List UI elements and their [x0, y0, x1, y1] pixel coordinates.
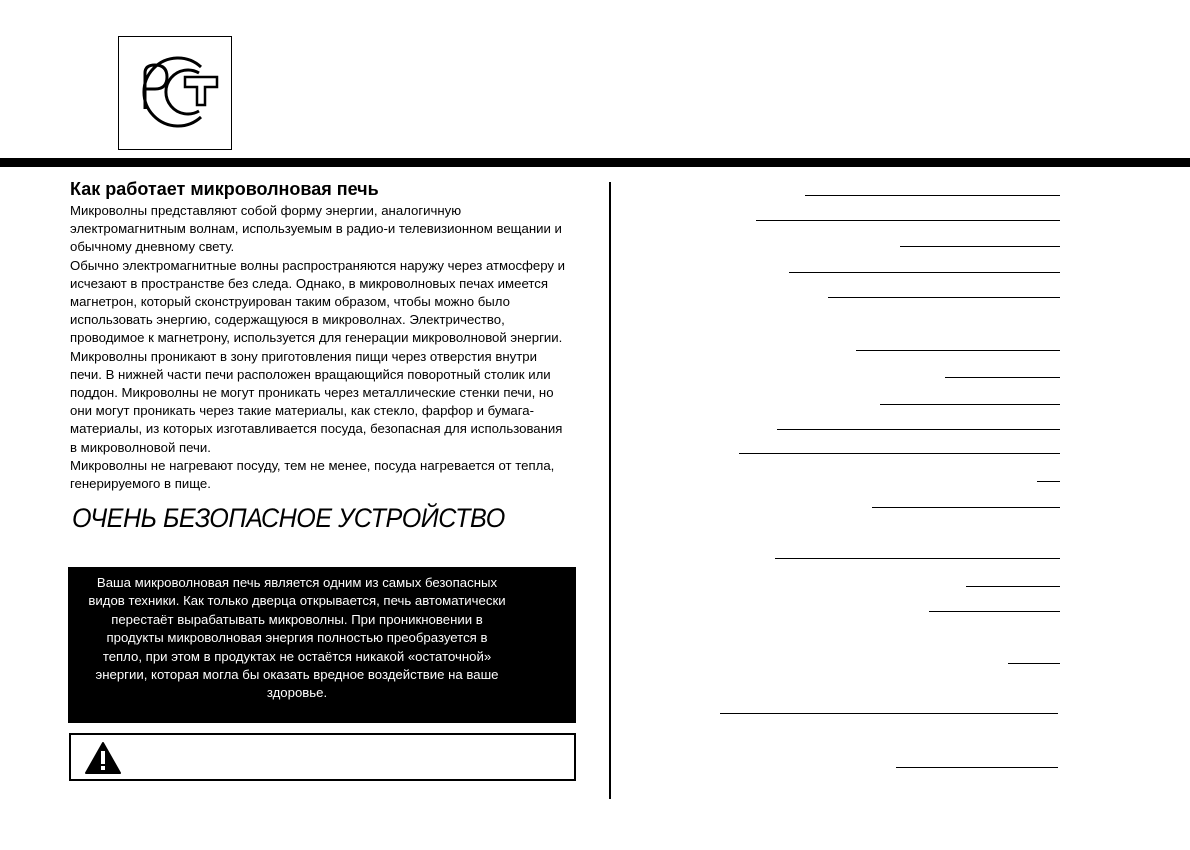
paragraph: Обычно электромагнитные волны распространяются наружу через атмосферу и исчезают в пространстве без следа. Однако, в микроволновых печах имеется магнетрон, который сконструирован таким образом, чтобы можно было использовать энергию, содержащуюся в микроволнах. Электричество, проводимое к магнетрону, используется для генерации микроволновой энергии. — [70, 257, 566, 346]
blank-line — [900, 246, 1060, 247]
blank-line — [945, 377, 1060, 378]
safety-notice-box — [68, 567, 576, 723]
blank-line — [896, 767, 1058, 768]
warning-box — [69, 733, 576, 781]
blank-line — [856, 350, 1060, 351]
blank-line — [828, 297, 1060, 298]
warning-triangle-icon — [84, 741, 122, 775]
blank-line — [1037, 481, 1060, 482]
column-divider — [609, 182, 611, 799]
safety-text: Ваша микроволновая печь является одним из самых безопасных видов техники. Как только дверца открывается, печь автоматически перестаёт вырабатывать микроволны. При проникновении в продукты микроволновая энергия полностью преобразуется в тепло, при этом в продуктах не остаётся никакой «остаточной» энергии, которая могла бы оказать вредное воздействие на ваше здоровье. — [88, 575, 506, 701]
header-rule — [0, 158, 1190, 167]
blank-line — [872, 507, 1060, 508]
rst-certification-mark-icon — [131, 47, 221, 137]
certification-logo — [118, 36, 232, 150]
blank-line — [756, 220, 1060, 221]
left-column — [70, 178, 570, 533]
blank-line — [805, 195, 1060, 196]
paragraph: Микроволны не нагревают посуду, тем не менее, посуда нагревается от тепла, генерируемого в пище. — [70, 457, 555, 492]
blank-line — [1008, 663, 1060, 664]
section-title: Как работает микроволновая печь — [70, 179, 379, 199]
blank-line — [775, 558, 1060, 559]
paragraph: Микроволны представляют собой форму энергии, аналогичную электромагнитным волнам, используемым в радио-и телевизионном вещании и обычному дневному свету. — [70, 203, 562, 255]
blank-line — [966, 586, 1060, 587]
section-body — [70, 202, 570, 493]
blank-line — [720, 713, 1058, 714]
blank-line — [929, 611, 1060, 612]
paragraph: Микроволны проникают в зону приготовления пищи через отверстия внутри печи. В нижней части печи расположен вращающийся поворотный столик или поддон. Микроволны не могут проникать через металлические стенки печи, но они могут проникать через такие материалы, как стекло, фарфор и бумага- материалы, из которых изготавливается посуда, безопасная для использования в микроволновой печи. — [70, 348, 563, 455]
blank-line — [739, 453, 1060, 454]
blank-line — [880, 404, 1060, 405]
safety-title: ОЧЕНЬ БЕЗОПАСНОЕ УСТРОЙСТВО — [72, 503, 505, 534]
blank-line — [789, 272, 1060, 273]
blank-line — [777, 429, 1060, 430]
